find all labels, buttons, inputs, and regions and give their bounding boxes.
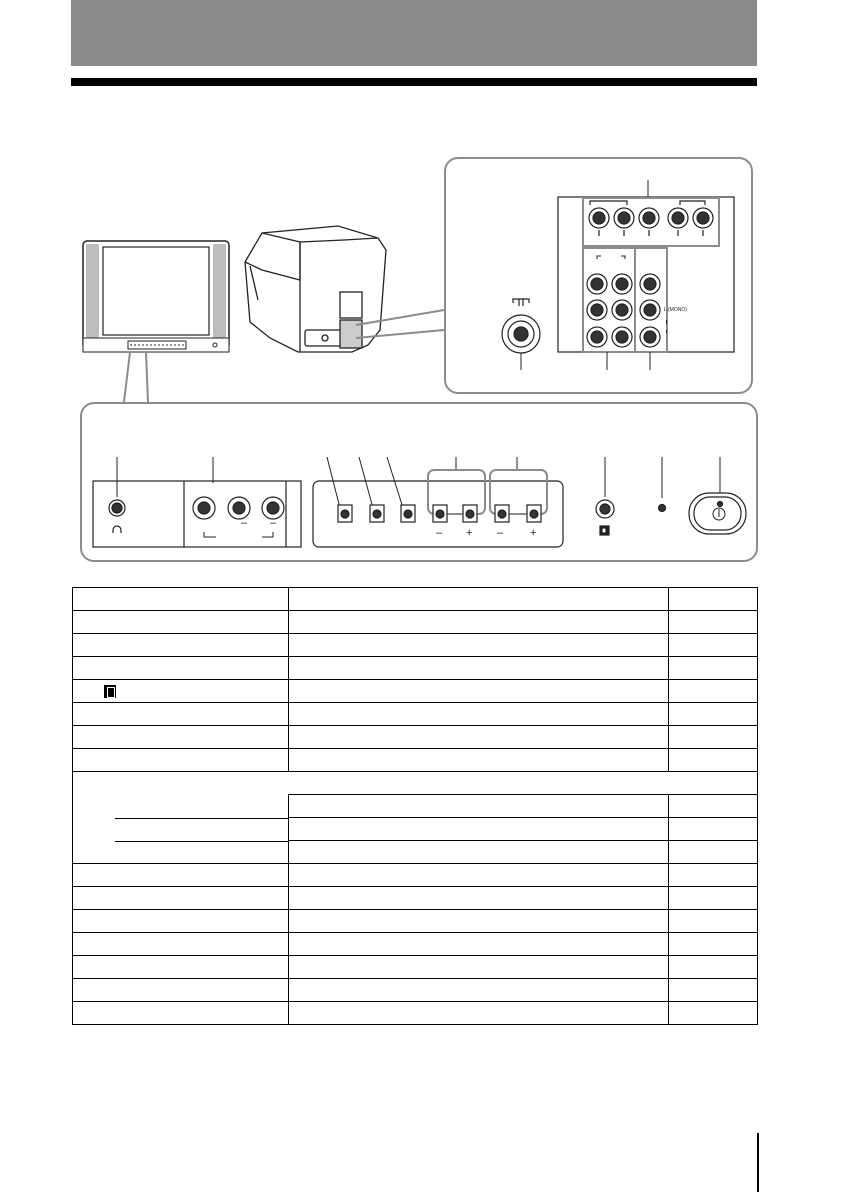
mono-label: L (MONO) bbox=[664, 307, 687, 313]
av-minus-2: – bbox=[270, 517, 277, 529]
table-row bbox=[73, 933, 758, 956]
vol-plus: + bbox=[530, 527, 537, 539]
table-row bbox=[73, 956, 758, 979]
table-row bbox=[73, 841, 758, 864]
tv-front-view bbox=[83, 241, 229, 352]
table-row bbox=[73, 910, 758, 933]
parts-table bbox=[72, 587, 758, 1025]
table-row bbox=[73, 726, 758, 749]
table-row bbox=[73, 657, 758, 680]
rear-lower-jacks bbox=[587, 274, 660, 347]
table-row bbox=[73, 588, 758, 611]
table-row bbox=[73, 1002, 758, 1025]
vol-minus: – bbox=[497, 527, 504, 539]
av-minus-1: – bbox=[241, 517, 248, 529]
table-row bbox=[73, 634, 758, 657]
table-row bbox=[73, 749, 758, 772]
page-edge-rule bbox=[757, 1133, 759, 1192]
table-row bbox=[73, 795, 758, 818]
front-panel-contents bbox=[93, 457, 746, 547]
table-row bbox=[73, 864, 758, 887]
table-row bbox=[73, 887, 758, 910]
tv-rear-view bbox=[245, 226, 386, 352]
table-row bbox=[73, 703, 758, 726]
antenna-input-jack bbox=[502, 299, 540, 370]
table-row bbox=[73, 772, 758, 795]
ir-sensor-icon bbox=[104, 685, 116, 698]
table-row bbox=[73, 818, 758, 841]
table-row bbox=[73, 680, 758, 703]
prog-plus: + bbox=[466, 527, 473, 539]
prog-minus: – bbox=[436, 527, 443, 539]
rear-panel-contents bbox=[502, 180, 734, 370]
table-row bbox=[73, 611, 758, 634]
table-row bbox=[73, 979, 758, 1002]
rear-top-jacks bbox=[589, 201, 713, 236]
